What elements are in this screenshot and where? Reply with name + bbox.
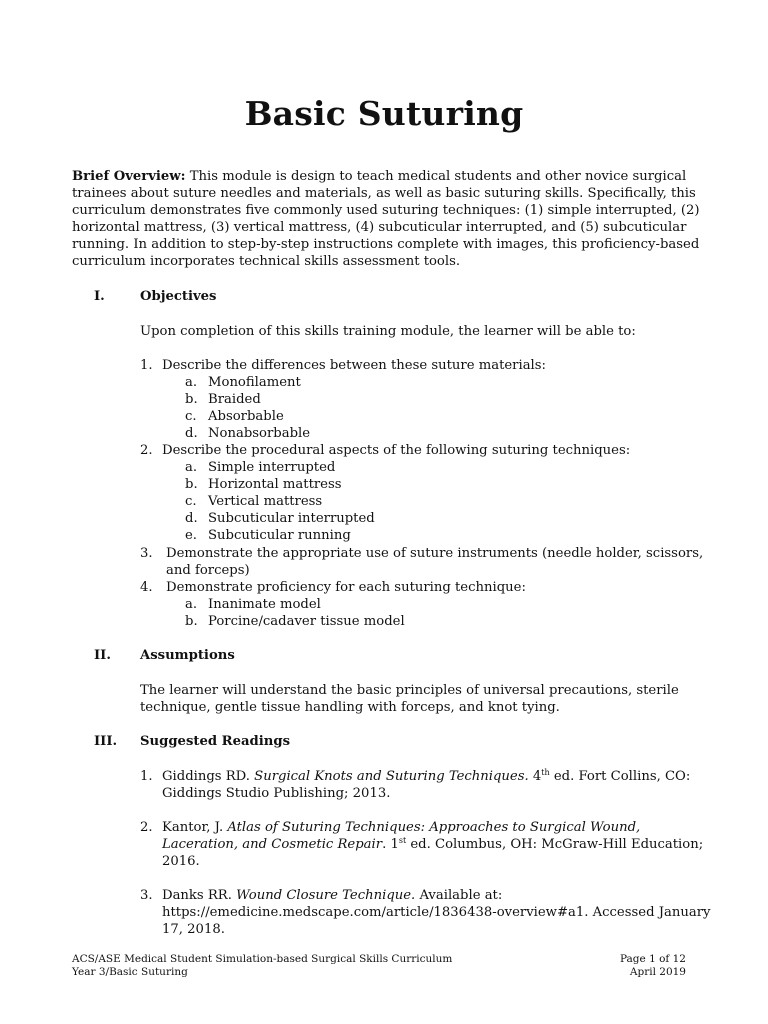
list-number: 3.: [140, 546, 153, 561]
sub-letter: a.: [185, 375, 198, 390]
list-item: Demonstrate proficiency for each suturing technique:: [166, 580, 526, 595]
sub-item: Absorbable: [208, 409, 284, 424]
reference-number: 3.: [140, 888, 153, 903]
list-item: Describe the differences between these suture materials:: [162, 358, 546, 373]
sub-item: Inanimate model: [208, 597, 321, 612]
footer-curriculum: ACS/ASE Medical Student Simulation-based Surgical Skills Curriculum: [72, 953, 453, 965]
assumptions-line-2: technique, gentle tissue handling with forceps, and knot tying.: [140, 700, 560, 715]
overview-line-6: curriculum incorporates technical skills assessment tools.: [72, 254, 461, 269]
list-item: Describe the procedural aspects of the following suturing techniques:: [162, 443, 631, 458]
footer-page-number: Page 1 of 12: [619, 953, 686, 965]
sub-item: Nonabsorbable: [208, 426, 311, 441]
overview-label: Brief Overview:: [72, 169, 186, 184]
reference-ordinal: st: [398, 836, 407, 845]
reference-ordinal: th: [541, 768, 550, 777]
sub-item: Monofilament: [208, 375, 301, 390]
reference-line: [162, 887, 502, 904]
section-heading: Objectives: [140, 289, 217, 304]
reference-line: [162, 836, 703, 853]
reference-line: Giddings Studio Publishing; 2013.: [162, 786, 391, 801]
reference-line: 2016.: [162, 854, 200, 869]
overview-text-1: This module is design to teach medical students and other novice surgical: [185, 169, 687, 184]
overview-line-3: curriculum demonstrates five commonly used suturing techniques: (1) simple interrupted, (2): [72, 203, 700, 218]
reference-edition: . 1: [382, 837, 399, 852]
objectives-intro: Upon completion of this skills training module, the learner will be able to:: [140, 324, 636, 339]
list-item-continuation: and forceps): [166, 563, 250, 578]
reference-number: 2.: [140, 820, 153, 835]
reference-author: Danks RR.: [162, 888, 237, 903]
sub-letter: b.: [185, 477, 198, 492]
sub-letter: b.: [185, 614, 198, 629]
sub-letter: a.: [185, 597, 198, 612]
sub-letter: b.: [185, 392, 198, 407]
footer-module: Year 3/Basic Suturing: [72, 966, 188, 978]
sub-letter: a.: [185, 460, 198, 475]
overview-line-2: trainees about suture needles and materials, as well as basic suturing skills. Specifically, this: [72, 186, 696, 201]
sub-item: Horizontal mattress: [208, 477, 342, 492]
section-numeral: I.: [94, 289, 105, 304]
reference-author: Giddings RD.: [162, 769, 255, 784]
overview-line-1: [72, 168, 686, 185]
list-number: 2.: [140, 443, 153, 458]
sub-item: Porcine/cadaver tissue model: [208, 614, 405, 629]
list-item: Demonstrate the appropriate use of suture instruments (needle holder, scissors,: [166, 546, 704, 561]
sub-letter: c.: [185, 494, 197, 509]
reference-title: Atlas of Suturing Techniques: Approaches to Surgical Wound,: [227, 820, 641, 835]
reference-title: Wound Closure Technique.: [236, 888, 416, 903]
reference-title: Surgical Knots and Suturing Techniques.: [254, 769, 529, 784]
reference-number: 1.: [140, 769, 153, 784]
reference-availability: Available at:: [415, 888, 503, 903]
reference-line: [162, 768, 690, 785]
reference-url: https://emedicine.medscape.com/article/1836438-overview#a1. Accessed January: [162, 905, 711, 920]
reference-line: 17, 2018.: [162, 922, 225, 937]
sub-letter: d.: [185, 426, 198, 441]
section-heading: Assumptions: [140, 648, 235, 663]
list-number: 1.: [140, 358, 153, 373]
sub-item: Subcuticular running: [208, 528, 351, 543]
overview-line-4: horizontal mattress, (3) vertical mattress, (4) subcuticular interrupted, and (5) subcuticular: [72, 220, 687, 235]
footer-date: April 2019: [629, 966, 686, 978]
reference-line: [162, 819, 640, 836]
sub-letter: c.: [185, 409, 197, 424]
list-number: 4.: [140, 580, 153, 595]
reference-publisher: ed. Columbus, OH: McGraw-Hill Education;: [406, 837, 704, 852]
sub-letter: d.: [185, 511, 198, 526]
sub-item: Simple interrupted: [208, 460, 336, 475]
overview-line-5: running. In addition to step-by-step instructions complete with images, this proficiency-based: [72, 237, 700, 252]
section-heading: Suggested Readings: [140, 734, 291, 749]
sub-letter: e.: [185, 528, 197, 543]
section-numeral: II.: [94, 648, 111, 663]
sub-item: Braided: [208, 392, 261, 407]
page-title: Basic Suturing: [244, 94, 524, 133]
reference-author: Kantor, J.: [162, 820, 228, 835]
reference-edition: 4: [528, 769, 542, 784]
assumptions-line-1: The learner will understand the basic principles of universal precautions, sterile: [140, 683, 679, 698]
sub-item: Vertical mattress: [208, 494, 323, 509]
reference-title: Laceration, and Cosmetic Repair: [162, 837, 383, 852]
section-numeral: III.: [94, 734, 118, 749]
reference-publisher: ed. Fort Collins, CO:: [549, 769, 691, 784]
sub-item: Subcuticular interrupted: [208, 511, 375, 526]
